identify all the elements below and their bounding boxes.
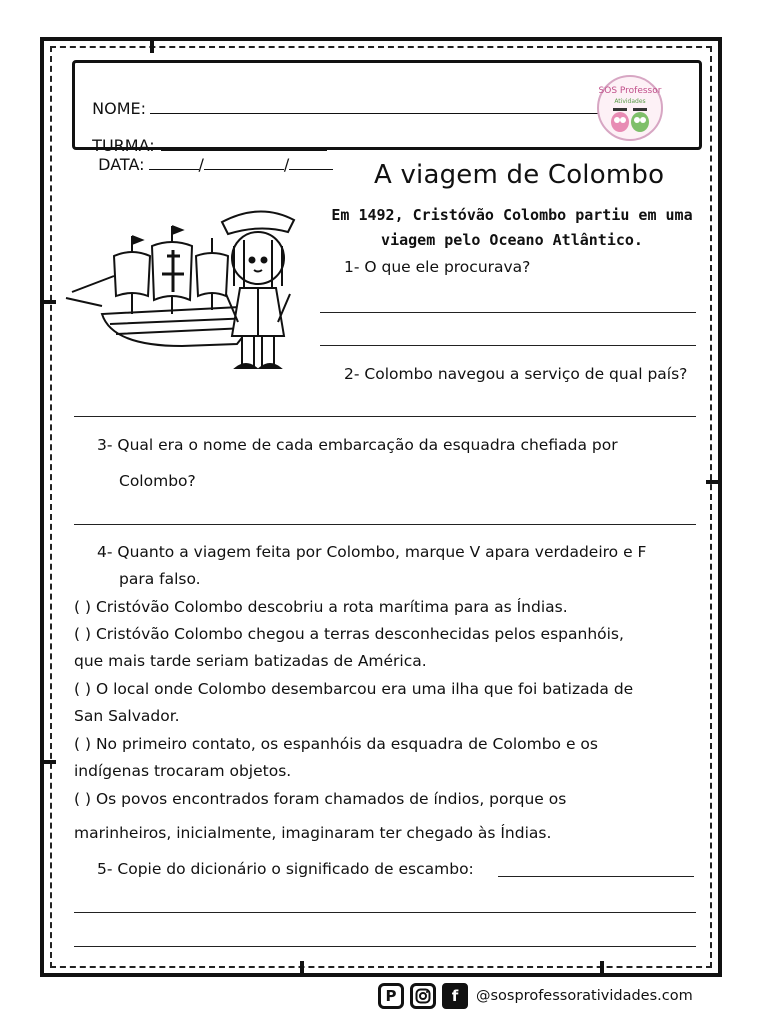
intro-text	[318, 203, 706, 253]
question-5: 5- Copie do dicionário o significado de escambo:	[97, 860, 474, 878]
class-blank[interactable]	[161, 136, 327, 151]
intro-line-2: viagem pelo Oceano Atlântico.	[381, 231, 643, 249]
answer-line-q5-inline[interactable]	[498, 876, 694, 877]
date-year-blank[interactable]	[289, 155, 333, 170]
true-false-item[interactable]: ( ) O local onde Colombo desembarcou era uma ilha que foi batizada de	[74, 680, 634, 698]
answer-line-q5-a[interactable]	[74, 912, 696, 913]
date-label: DATA:	[98, 155, 145, 174]
date-month-blank[interactable]	[204, 155, 284, 170]
answer-line-q1-b[interactable]	[320, 345, 696, 346]
true-false-item-cont: San Salvador.	[74, 707, 180, 725]
class-date-field: TURMA: DATA: / /	[82, 117, 333, 174]
answer-line-q3[interactable]	[74, 524, 696, 525]
answer-line-q5-b[interactable]	[74, 946, 696, 947]
question-4-line-1: 4- Quanto a viagem feita por Colombo, marque V apara verdadeiro e F	[97, 543, 647, 561]
class-label: TURMA:	[92, 136, 155, 155]
answer-line-q1-a[interactable]	[320, 312, 696, 313]
true-false-item-cont: indígenas trocaram objetos.	[74, 762, 292, 780]
true-false-item-cont: marinheiros, inicialmente, imaginaram ter chegado às Índias.	[74, 824, 552, 842]
facebook-icon[interactable]: f	[442, 983, 468, 1009]
intro-line-1: Em 1492, Cristóvão Colombo partiu em uma	[331, 206, 693, 224]
question-4-line-2: para falso.	[119, 570, 201, 588]
question-1: 1- O que ele procurava?	[344, 258, 531, 276]
question-3-line-1: 3- Qual era o nome de cada embarcação da esquadra chefiada por	[97, 436, 618, 454]
social-footer	[378, 980, 693, 1012]
name-blank[interactable]	[150, 99, 600, 114]
instagram-icon[interactable]	[410, 983, 436, 1009]
logo-subtext: Atividades	[614, 98, 646, 105]
true-false-item[interactable]: ( ) Cristóvão Colombo descobriu a rota marítima para as Índias.	[74, 598, 568, 616]
page-title: A viagem de Colombo	[374, 160, 665, 190]
true-false-item-cont: que mais tarde seriam batizadas de América.	[74, 652, 427, 670]
date-day-blank[interactable]	[149, 155, 199, 170]
logo-text: SOS Professor	[598, 86, 662, 96]
social-handle[interactable]: @sosprofessoratividades.com	[476, 988, 693, 1004]
question-3-line-2: Colombo?	[119, 472, 196, 490]
pinterest-icon[interactable]: P	[378, 983, 404, 1009]
sos-professor-logo	[596, 74, 664, 142]
columbus-ship-illustration	[62, 196, 320, 396]
question-2: 2- Colombo navegou a serviço de qual país?	[344, 365, 688, 383]
answer-line-q2[interactable]	[74, 416, 696, 417]
true-false-item[interactable]: ( ) No primeiro contato, os espanhóis da esquadra de Colombo e os	[74, 735, 598, 753]
true-false-item[interactable]: ( ) Os povos encontrados foram chamados de índios, porque os	[74, 790, 567, 808]
true-false-item[interactable]: ( ) Cristóvão Colombo chegou a terras desconhecidas pelos espanhóis,	[74, 625, 624, 643]
name-label: NOME:	[92, 99, 147, 118]
name-field	[82, 80, 600, 118]
